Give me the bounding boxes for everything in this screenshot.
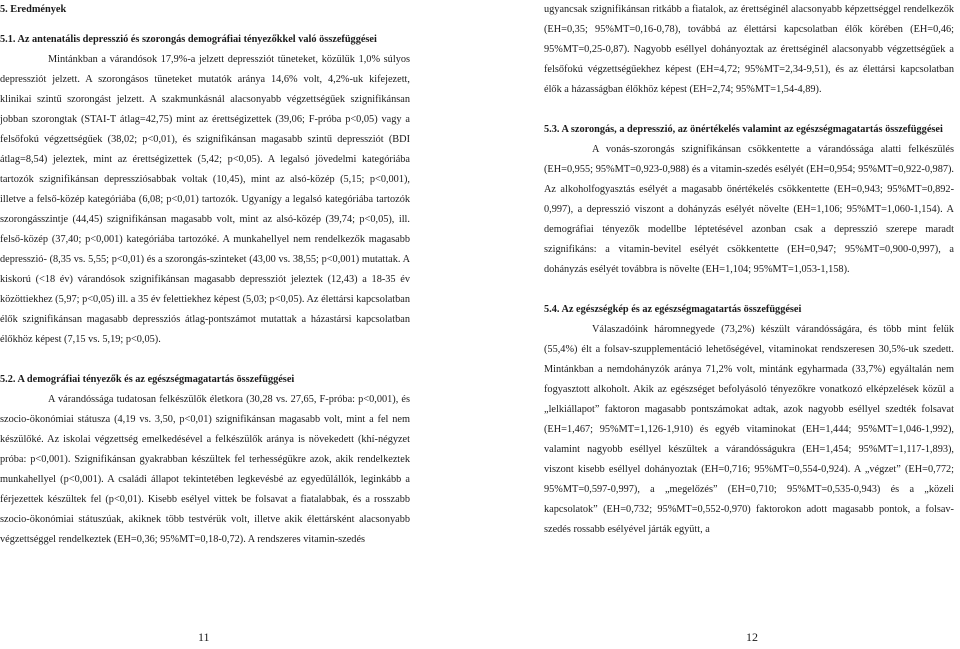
left-page-column [0,0,410,550]
heading-results: 5. Eredmények [0,4,67,15]
paragraph-5-2: A várandóssága tudatosan felkészülők életkora (30,28 vs. 27,65, F-próba: p<0,001), és szocio-ökonómiai státusza (4,19 vs. 3,50, p<0,01) szignifikánsan magasabb volt, mint a fel nem készülőké. Az iskolai végzettség emelkedésével a felkészülők aránya is növekedett (khí-négyzet próba: p<0,001). Szignifikánsan gyakrabban készültek fel terhességükre azok, akik rendelkeztek munkahellyel (p<0,001). A családi állapot tekintetében legkevésbé az egyedülállók, leginkább a férjezettek készültek fel (p<0,01). Kisebb esélyel vittek be folsavat a fiatalabbak, és a rosszabb szocio-ökonómiai státuszúak, akiknek több testvérük volt, illetve akik élettársként alacsonyabb végzettséggel rendelkeztek (EH=0,36; 95%MT=0,18-0,72). A rendszeres vitamin-szedés [0,394,410,545]
page-number-left: 11 [198,630,210,644]
paragraph-5-1: Mintánkban a várandósok 17,9%-a jelzett depressziót tüneteket, közülük 1,0% súlyos depressziót jelzett. A szorongásos tüneteket mutatók aránya 14,6% volt, 4,2%-uk kifejezett, klinikai szintű szorongást jelzett. A szakmunkásnál alacsonyabb végzettségűek szignifikánsan jobban szorongtak (STAI-T átlag=42,75) mint az érettségizettek (39,06; F-próba p<0,05) vagy a felsőfokú végzettségűek (38,02; p<0,01), és szignifikánsan magasabb szintű depressziót (BDI átlag=8,54) jeleztek, mint az érettségizettek (5,42; p<0,05). A legalsó jövedelmi kategóriába tartozók szignifikánsan depressziósabbak voltak (10,45), mint az alsó-közép (5,15; p<0,001), illetve a felső-közép kategóriába (6,08; p<0,01) tartozók. Ugyanígy a legalsó kategóriába tartozók szorongásszintje (44,45) szignifikánsan magasabb volt, mint az alsó-közép (39,74; p<0,05), ill. felső-közép (37,40; p<0,001) kategóriába tartozóké. A munkahellyel nem rendelkezők magasabb depresszió- (8,35 vs. 5,55; p<0,01) és a szorongás-szinteket (43,00 vs. 38,55; p<0,001) mutattak. A kiskorú (<18 év) várandósok szignifikánsan magasabb depressziót jeleztek (12,43) a 18-35 év közöttiekhez (5,97; p<0,05) ill. a 35 év felettiekhez képest (5,03; p<0,05). Az élettársi kapcsolatban élők szignifikánsan magasabb depressziós átlag-pontszámot mutattak a házastársi kapcsolatban élőkhöz képest (7,15 vs. 5,19; p<0,05). [0,54,410,345]
heading-section-5-1: 5.1. Az antenatális depresszió és szorongás demográfiai tényezőkkel való összefüggései [0,34,377,45]
paragraph-5-4: Válaszadóink háromnegyede (73,2%) készült várandósságára, és több mint felük (55,4%) élt a folsav-szupplementáció lehetőségével, vitaminokat rendszeresen 30,5%-uk szedett. Mintánkban a nemdohányzók aránya 71,2% volt, mintánk egyharmada (33,7%) egyáltalán nem fogyasztott alkoholt. Akik az egészséget befolyásoló tényezőkre vonatkozó elképzelések közül a „lelkiállapot” faktoron magasabb pontszámokat adtak, azok nagyobb eséllyel szedték folsavat (EH=1,467; 95%MT=1,126-1,910) és egyéb vitaminokat (EH=1,444; 95%MT=1,046-1,992), valamint nagyobb eséllyel készültek a várandósságukra (EH=1,454; 95%MT=1,117-1,893), viszont kisebb eséllyel dohányoztak (EH=0,716; 95%MT=0,554-0,924). A „végzet” (EH=0,772; 95%MT=0,597-0,997), a „megelőzés” (EH=0,710; 95%MT=0,535-0,943) és a „közeli kapcsolatok” (EH=0,732; 95%MT=0,552-0,970) faktorokon adott magasabb pontok, a folsav-szedés rossabb esélyével járták együtt, a [544,324,954,535]
heading-section-5-3: 5.3. A szorongás, a depresszió, az önértékelés valamint az egészségmagatartás összefüggései [544,124,943,135]
page-number-right: 12 [746,630,758,644]
paragraph-continuation: ugyancsak szignifikánsan ritkább a fiatalok, az érettséginél alacsonyabb képzettséggel rendelkezők (EH=0,35; 95%MT=0,16-0,78), továbbá az élettársi kapcsolatban élők körében (EH=0,46; 95%MT=0,25-0,87). Nagyobb eséllyel dohányoztak az érettséginél alacsonyabb végzettségűek a felsőfokú végzettségűekhez képest (EH=4,72; 95%MT=2,34-9,51), és az élettársi kapcsolatban élők a házasságban élőkhöz képest (EH=2,74; 95%MT=1,54-4,89). [544,4,954,95]
heading-section-5-4: 5.4. Az egészségkép és az egészségmagatartás összefüggései [544,304,802,315]
paragraph-5-3: A vonás-szorongás szignifikánsan csökkentette a várandóssága alatti felkészülés (EH=0,955; 95%MT=0,923-0,988) és a vitamin-szedés esélyét (EH=0,954; 95%MT=0,922-0,987). Az alkoholfogyasztás esélyét a magasabb önértékelés csökkentette (EH=0,943; 95%MT=0,892-0,997), a depresszió viszont a dohányzás esélyét növelte (EH=1,106; 95%MT=1,060-1,154). A demográfiai tényezők modellbe léptetésével azonban csak a depresszió szerepe maradt szignifikáns: a vitamin-bevitel esélyét csökkentette (EH=0,947; 95%MT=0,900-0,997), a dohányzás esélyét továbbra is növelte (EH=1,104; 95%MT=1,053-1,158). [544,144,954,275]
heading-section-5-2: 5.2. A demográfiai tényezők és az egészségmagatartás összefüggései [0,374,295,385]
right-page-column [544,0,954,540]
